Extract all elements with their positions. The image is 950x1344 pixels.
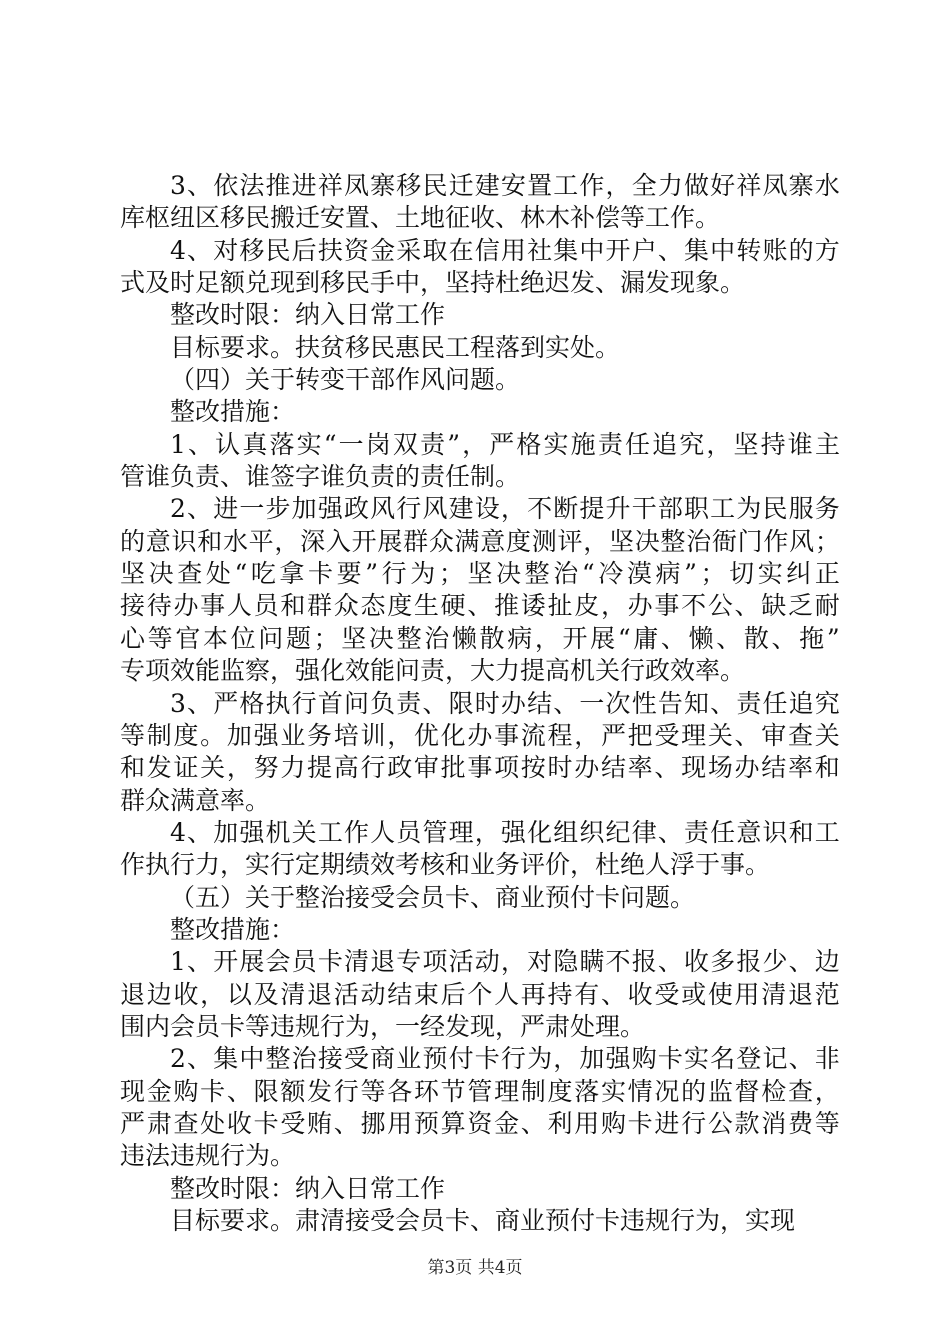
paragraph-first-line: 3 、 严 格 执 行 首 问 负 责 、 限 时 办 结 、 一 次 性 告 知 、 责 任 追 究 <box>170 688 840 718</box>
paragraph-first-line: （五）关于整治接受会员卡、商业预付卡问题。 <box>170 882 696 912</box>
paragraph-first-line: 目标要求。肃清接受会员卡、商业预付卡违规行为，实现 <box>170 1206 796 1235</box>
paragraph-line: 心 等 官 本 位 问 题 ； 坚 决 整 治 懒 散 病 ， 开 展 “ 庸 、 懒 、 散 、 拖 ” <box>120 623 840 653</box>
paragraph-line: 严 肃 查 处 收 卡 受 贿 、 挪 用 预 算 资 金 、 利 用 购 卡 进 行 公 款 消 费 等 <box>120 1108 840 1138</box>
paragraph-line: 管谁负责、谁签字谁负责的责任制。 <box>120 462 521 492</box>
paragraph-first-line: （四）关于转变干部作风问题。 <box>170 365 521 395</box>
paragraph-line: 的 意 识 和 水 平 ， 深 入 开 展 群 众 满 意 度 测 评 ， 坚 决 整 治 衙 门 作 风 ； <box>120 526 840 556</box>
paragraph-line: 作执行力，实行定期绩效考核和业务评价，杜绝人浮于事。 <box>120 850 771 880</box>
paragraph-first-line: 2 、 集 中 整 治 接 受 商 业 预 付 卡 行 为 ， 加 强 购 卡 实 名 登 记 、 非 <box>170 1044 840 1074</box>
paragraph-first-line: 4 、 对 移 民 后 扶 资 金 采 取 在 信 用 社 集 中 开 户 、 集 中 转 账 的 方 <box>170 235 840 265</box>
document-body <box>120 170 840 1237</box>
paragraph-first-line: 1 、 开 展 会 员 卡 清 退 专 项 活 动 ， 对 隐 瞒 不 报 、 收 多 报 少 、 边 <box>170 947 840 977</box>
paragraph-line: 现 金 购 卡 、 限 额 发 行 等 各 环 节 管 理 制 度 落 实 情 况 的 监 督 检 查 ， <box>120 1076 840 1106</box>
paragraph-first-line: 目标要求。扶贫移民惠民工程落到实处。 <box>170 332 621 362</box>
paragraph-line: 群众满意率。 <box>120 785 271 815</box>
paragraph-line: 专项效能监察，强化效能问责，大力提高机关行政效率。 <box>120 656 746 686</box>
paragraph-line: 接 待 办 事 人 员 和 群 众 态 度 生 硬 、 推 诿 扯 皮 ， 办 事 不 公 、 缺 乏 耐 <box>120 591 840 621</box>
paragraph-line: 坚 决 查 处 “ 吃 拿 卡 要 ” 行 为 ； 坚 决 整 治 “ 冷 漠 病 ” ； 切 实 纠 正 <box>120 559 840 589</box>
paragraph-first-line: 整改措施： <box>170 914 296 944</box>
paragraph-line: 违法违规行为。 <box>120 1141 296 1171</box>
page-footer: 第3页 共4页 <box>427 1258 523 1278</box>
paragraph-first-line: 3 、 依 法 推 进 祥 凤 寨 移 民 迁 建 安 置 工 作 ， 全 力 做 好 祥 凤 寨 水 <box>170 171 840 200</box>
paragraph-line: 库枢纽区移民搬迁安置、土地征收、林木补偿等工作。 <box>120 203 721 233</box>
paragraph-first-line: 1 、 认 真 落 实 “ 一 岗 双 责 ” ， 严 格 实 施 责 任 追 究 ， 坚 持 谁 主 <box>170 429 840 459</box>
paragraph-first-line: 整改措施： <box>170 397 296 427</box>
paragraph-first-line: 4 、 加 强 机 关 工 作 人 员 管 理 ， 强 化 组 织 纪 律 、 责 任 意 识 和 工 <box>170 817 840 847</box>
paragraph-first-line: 2 、 进 一 步 加 强 政 风 行 风 建 设 ， 不 断 提 升 干 部 职 工 为 民 服 务 <box>170 494 840 524</box>
paragraph-line: 和 发 证 关 ， 努 力 提 高 行 政 审 批 事 项 按 时 办 结 率 、 现 场 办 结 率 和 <box>120 753 840 783</box>
paragraph-line: 等 制 度 。 加 强 业 务 培 训 ， 优 化 办 事 流 程 ， 严 把 受 理 关 、 审 查 关 <box>120 720 840 750</box>
paragraph-line: 围内会员卡等违规行为，一经发现，严肃处理。 <box>120 1011 646 1041</box>
paragraph-first-line: 整改时限：纳入日常工作 <box>170 1173 446 1203</box>
paragraph-line: 退 边 收 ， 以 及 清 退 活 动 结 束 后 个 人 再 持 有 、 收 受 或 使 用 清 退 范 <box>120 979 840 1009</box>
paragraph-line: 式及时足额兑现到移民手中，坚持杜绝迟发、漏发现象。 <box>120 268 746 298</box>
paragraph-first-line: 整改时限：纳入日常工作 <box>170 300 446 330</box>
